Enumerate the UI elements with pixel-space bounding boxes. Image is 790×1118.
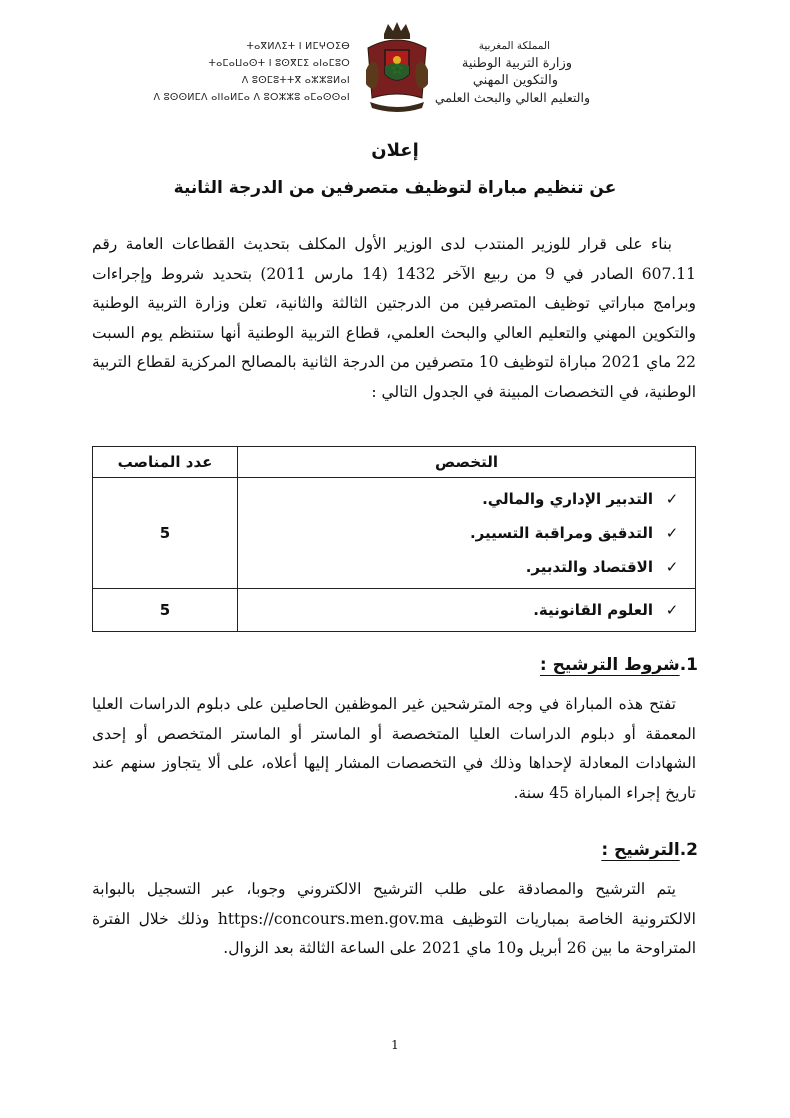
- specialty-item: ✓العلوم القانونية.: [246, 593, 683, 627]
- specialty-item: ✓التدبير الإداري والمالي.: [246, 482, 683, 516]
- intro-paragraph: بناء على قرار للوزير المنتدب لدى الوزير الأول المكلف بتحديث القطاعات العامة رقم 607.11 الصادر في 9 من ربيع الآخر 1432 (14 مارس 2011) بتحديد شروط وإجراءات وبرامج مباراتي توظيف المتصرفين من الدرجتين الثالثة والثانية، تعلن وزارة التربية الوطنية والتكوين المهني والتعليم العالي والبحث العلمي، قطاع التربية الوطنية أنها ستنظم يوم السبت 22 ماي 2021 مباراة لتوظيف 10 متصرفين من الدرجة الثانية بالمصالح المركزية لقطاع التربية الوطنية، في التخصصات المبينة في الجدول التالي :: [92, 235, 696, 401]
- section-1-heading: [540, 655, 698, 675]
- announcement-title: إعلان: [371, 140, 419, 161]
- table-header-row: [93, 447, 696, 478]
- table-row: [93, 478, 696, 589]
- table-row: [93, 589, 696, 632]
- section-2-number: 2.: [679, 840, 698, 860]
- section-2-title: الترشيح :: [601, 840, 680, 860]
- kingdom-name: المملكة المغربية: [478, 40, 550, 52]
- specialty-group-1: [238, 478, 696, 589]
- section-1-title: شروط الترشيح :: [539, 655, 680, 675]
- checkmark-icon: ✓: [665, 490, 679, 508]
- letterhead-arabic: [370, 38, 590, 106]
- header-specialty: التخصص: [238, 447, 696, 478]
- specialties-table: [92, 446, 696, 632]
- announcement-subject: عن تنظيم مباراة لتوظيف متصرفين من الدرجة الثانية: [173, 178, 617, 198]
- page-number: 1: [391, 1038, 399, 1052]
- ministry-line-3: والتعليم العالي والبحث العلمي: [434, 90, 590, 105]
- specialty-item: ✓الاقتصاد والتدبير.: [246, 550, 683, 584]
- specialty-group-2: [238, 589, 696, 632]
- tifinagh-line-2: ⵜⴰⵎⴰⵡⴰⵙⵜ ⵏ ⵓⵙⴳⵎⵉ ⴰⵏⴰⵎⵓⵔ: [208, 58, 350, 69]
- positions-count-2: 5: [93, 589, 238, 632]
- portal-url: https://concours.men.gov.ma: [217, 909, 444, 928]
- checkmark-icon: ✓: [665, 524, 679, 542]
- section-2-paragraph: يتم الترشيح والمصادقة على طلب الترشيح الالكتروني وجوبا، عبر التسجيل بالبوابة الالكترونية الخاصة بمباريات التوظيف https://concours.men.gov.ma وذلك خلال الفترة المتراوحة ما بين 26 أبريل و10 ماي 2021 على الساعة الثالثة بعد الزوال.: [92, 880, 696, 957]
- ministry-line-1: وزارة التربية الوطنية: [461, 56, 572, 71]
- tifinagh-line-4: ⴷ ⵓⵙⵙⵍⵎⴷ ⴰⵏⵏⴰⵍⵎⴰ ⴷ ⵓⵔⵣⵣⵓ ⴰⵎⴰⵙⵙⴰⵏ: [153, 92, 350, 103]
- letterhead-tifinagh: [60, 38, 350, 106]
- checkmark-icon: ✓: [665, 558, 679, 576]
- tifinagh-line-1: ⵜⴰⴳⵍⴷⵉⵜ ⵏ ⵍⵎⵖⵔⵉⴱ: [246, 41, 350, 52]
- ministry-line-2: والتكوين المهني: [472, 73, 558, 88]
- checkmark-icon: ✓: [665, 601, 679, 619]
- tifinagh-line-3: ⴷ ⵓⵙⵎⵓⵜⵜⴳ ⴰⵣⵣⵓⵍⴰⵏ: [241, 75, 350, 86]
- specialty-item: ✓التدقيق ومراقبة التسيير.: [246, 516, 683, 550]
- positions-count-1: 5: [93, 478, 238, 589]
- section-1-number: 1.: [679, 655, 698, 675]
- header-positions: عدد المناصب: [93, 447, 238, 478]
- section-1-paragraph: تفتح هذه المباراة في وجه المترشحين غير الموظفين الحاصلين على دبلوم الدراسات العليا المعمقة أو دبلوم الدراسات العليا المتخصصة أو الماستر أو الماستر المتخصص أو إحدى الشهادات المعادلة لإحداها وذلك في التخصصات المشار إليها أعلاه، على ألا يتجاوز سنهم عند تاريخ إجراء المباراة 45 سنة.: [92, 695, 696, 802]
- section-2-heading: [601, 840, 698, 860]
